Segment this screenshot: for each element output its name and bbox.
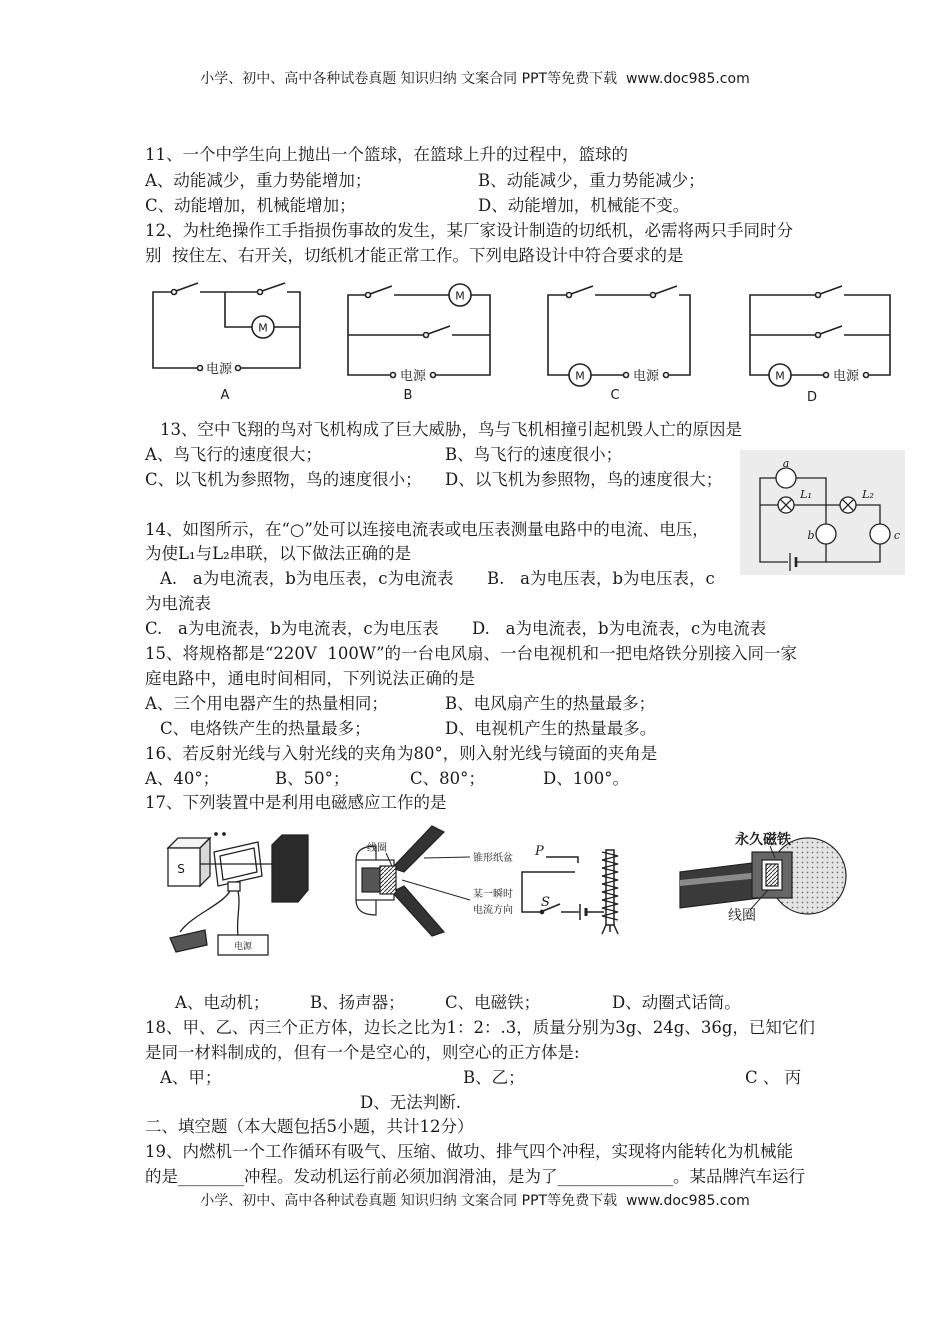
figure-motor bbox=[168, 833, 308, 955]
power-box-label: 电源 bbox=[233, 942, 253, 952]
q17-option-d: D、动圈式话筒。 bbox=[612, 993, 741, 1012]
q11-option-d: D、动能增加，机械能不变。 bbox=[478, 196, 690, 215]
motor-label: M bbox=[775, 369, 785, 383]
q16-option-a: A、40°； bbox=[145, 769, 220, 788]
figure-speaker bbox=[356, 826, 513, 936]
q17-option-b: B、扬声器； bbox=[310, 993, 405, 1012]
speaker-cone-label: 锥形纸盆 bbox=[473, 853, 513, 864]
meter-b-label: b bbox=[807, 529, 815, 542]
power-label: 电源 bbox=[832, 369, 860, 384]
q17-option-a: A、电动机； bbox=[175, 993, 270, 1012]
speaker-coil-label: 线圈 bbox=[367, 843, 387, 854]
figure-label-b: B bbox=[403, 388, 413, 403]
q15-option-b: B、电风扇产生的热量最多； bbox=[445, 694, 656, 713]
page-footer: 小学、初中、高中各种试卷真题 知识归纳 文案合同 PPT等免费下载 www.doc985.com bbox=[200, 1193, 750, 1209]
q19-stem-line1: 19、内燃机一个工作循环有吸气、压缩、做功、排气四个冲程，实现将内能转化为机械能 bbox=[145, 1142, 793, 1161]
q15-stem-line1: 15、将规格都是“220V 100W”的一台电风扇、一台电视机和一把电烙铁分别接入同一家 bbox=[145, 644, 798, 663]
q15-option-c: C、电烙铁产生的热量最多； bbox=[160, 719, 371, 738]
meter-a-circle bbox=[776, 468, 796, 488]
q14-option-c: C. a为电流表，b为电流表，c为电压表 bbox=[145, 619, 439, 638]
q15-option-a: A、三个用电器产生的热量相同； bbox=[145, 694, 388, 713]
meter-a-label: a bbox=[782, 457, 790, 470]
speaker-current-label: 电流方向 bbox=[473, 905, 513, 916]
q13-option-c: C、以飞机为参照物，鸟的速度很小； bbox=[145, 470, 422, 489]
q14-stem-line2: 为使L₁与L₂串联，以下做法正确的是 bbox=[145, 544, 412, 563]
meter-c-label: c bbox=[893, 529, 901, 542]
lamp-2-label: L₂ bbox=[862, 488, 874, 501]
q15-stem-line2: 庭电路中，通电时间相同，下列说法正确的是 bbox=[145, 669, 475, 688]
power-label: 电源 bbox=[205, 362, 233, 377]
lamp-1-label: L₁ bbox=[800, 488, 812, 501]
circuit-d bbox=[750, 286, 890, 405]
q18-stem-line1: 18、甲、乙、丙三个正方体，边长之比为1：2：.3，质量分别为3g、24g、36g，已知它们 bbox=[145, 1018, 815, 1037]
motor-label: M bbox=[455, 289, 465, 303]
q14-option-d: D. a为电流表，b为电流表，c为电流表 bbox=[472, 619, 767, 638]
q13-option-b: B、鸟飞行的速度很小； bbox=[445, 445, 623, 464]
figure-label-a: A bbox=[220, 388, 230, 403]
power-label: 电源 bbox=[399, 369, 427, 384]
mic-coil-label: 线圈 bbox=[728, 908, 756, 924]
electromagnet-s-label: S bbox=[541, 895, 550, 910]
circuit-b bbox=[348, 284, 490, 403]
motor-label: M bbox=[258, 321, 268, 335]
q14-circuit-figure bbox=[738, 448, 908, 578]
q11-option-b: B、动能减少，重力势能减少； bbox=[478, 171, 705, 190]
q12-stem-line1: 12、为杜绝操作工手指损伤事故的发生，某厂家设计制造的切纸机，必需将两只手同时分 bbox=[145, 221, 793, 240]
figure-microphone bbox=[680, 831, 846, 924]
q14-stem-line1: 14、如图所示，在“○”处可以连接电流表或电压表测量电路中的电流、电压， bbox=[145, 520, 709, 539]
q17-option-c: C、电磁铁； bbox=[445, 993, 541, 1012]
mic-magnet-label: 永久磁铁 bbox=[735, 832, 791, 848]
q11-option-a: A、动能减少，重力势能增加； bbox=[145, 171, 372, 190]
q17-stem: 17、下列装置中是利用电磁感应工作的是 bbox=[145, 793, 447, 812]
q13-stem: 13、空中飞翔的鸟对飞机构成了巨大威胁，鸟与飞机相撞引起机毁人亡的原因是 bbox=[160, 420, 742, 439]
q12-circuit-figures bbox=[140, 275, 900, 405]
circuit-c bbox=[548, 286, 690, 403]
q17-device-figures bbox=[155, 825, 855, 970]
q15-option-d: D、电视机产生的热量最多。 bbox=[445, 719, 657, 738]
figure-label-d: D bbox=[806, 390, 818, 405]
q16-option-c: C、80°； bbox=[410, 769, 485, 788]
q18-option-d: D、无法判断. bbox=[360, 1093, 461, 1112]
q14-option-a: A. a为电流表，b为电压表，c为电流表 bbox=[160, 569, 454, 588]
meter-b-circle bbox=[816, 524, 836, 544]
q16-option-b: B、50°； bbox=[275, 769, 350, 788]
q14-option-b-continued: 为电流表 bbox=[145, 594, 211, 613]
q16-stem: 16、若反射光线与入射光线的夹角为80°，则入射光线与镜面的夹角是 bbox=[145, 744, 658, 763]
q11-stem: 11、一个中学生向上抛出一个篮球，在篮球上升的过程中，篮球的 bbox=[145, 145, 628, 164]
speaker-moment-label: 某一瞬时 bbox=[473, 889, 513, 900]
q18-option-b: B、乙； bbox=[463, 1068, 525, 1087]
power-label: 电源 bbox=[632, 369, 660, 384]
motor-label: M bbox=[575, 369, 585, 383]
electromagnet-p-label: P bbox=[535, 844, 544, 859]
q18-stem-line2: 是同一材料制成的，但有一个是空心的，则空心的正方体是: bbox=[145, 1043, 580, 1062]
page-header: 小学、初中、高中各种试卷真题 知识归纳 文案合同 PPT等免费下载 www.doc985.com bbox=[200, 71, 750, 87]
q16-option-d: D、100°。 bbox=[543, 769, 629, 788]
circuit-a bbox=[153, 283, 300, 403]
magnet-pole-label: S bbox=[177, 862, 185, 876]
figure-electromagnet bbox=[522, 844, 618, 934]
q13-option-a: A、鸟飞行的速度很大； bbox=[145, 445, 322, 464]
q13-option-d: D、以飞机为参照物，鸟的速度很大； bbox=[445, 470, 723, 489]
figure-label-c: C bbox=[610, 388, 620, 403]
meter-c-circle bbox=[870, 524, 890, 544]
q18-option-a: A、甲； bbox=[160, 1068, 222, 1087]
q19-stem-line2: 的是________冲程。发动机运行前必须加润滑油，是为了______________。某品牌汽车运行 bbox=[145, 1167, 805, 1186]
section-title: 二、填空题（本大题包括5小题，共计12分） bbox=[145, 1117, 474, 1136]
q18-option-c: C 、 丙 bbox=[745, 1068, 802, 1087]
q12-stem-line2: 别 按住左、右开关，切纸机才能正常工作。下列电路设计中符合要求的是 bbox=[145, 246, 684, 265]
q11-option-c: C、动能增加，机械能增加； bbox=[145, 196, 356, 215]
q14-option-b: B. a为电压表，b为电压表，c bbox=[487, 569, 715, 588]
